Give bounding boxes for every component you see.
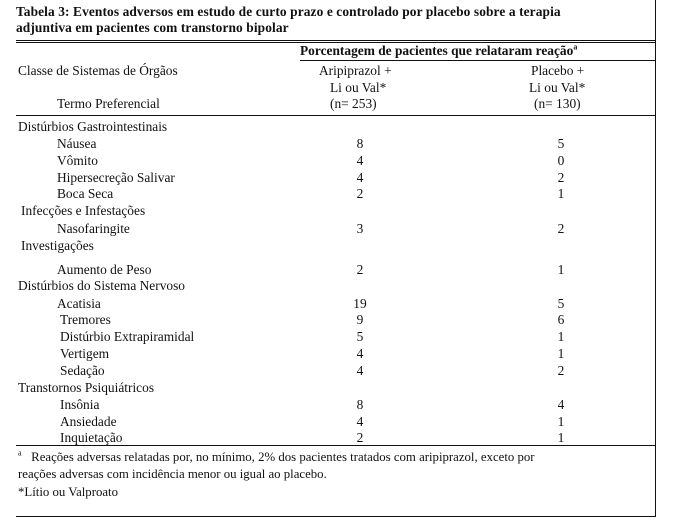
- placebo-value: 2: [557, 221, 565, 236]
- term-label: Tremores: [60, 312, 111, 327]
- term-label: Ansiedade: [60, 414, 117, 429]
- term-label: Nasofaringite: [57, 221, 130, 236]
- aripiprazol-value: 19: [353, 296, 367, 311]
- row-header-term: Termo Preferencial: [57, 96, 160, 111]
- organ-class-label: Distúrbios do Sistema Nervoso: [18, 278, 186, 293]
- col-placebo-n: (n= 130): [534, 96, 581, 111]
- placebo-value: 6: [557, 312, 565, 327]
- term-label: Aumento de Peso: [57, 262, 152, 277]
- aripiprazol-value: 4: [356, 414, 364, 429]
- column-group-header: Porcentagem de pacientes que relataram reação$^a$: [300, 42, 578, 58]
- table-title-line-1: Tabela 3: Eventos adversos em estudo de curto prazo e controlado por placebo sobre a terapia: [16, 4, 561, 19]
- placebo-value: 2: [557, 363, 565, 378]
- table-title-line-2: adjuntiva em pacientes com transtorno bipolar: [16, 20, 289, 35]
- term-label: Náusea: [57, 136, 97, 151]
- footnote-star: *Lítio ou Valproato: [18, 485, 118, 499]
- aripiprazol-value: 2: [356, 186, 364, 201]
- col-placebo-header-1: Placebo +: [531, 63, 585, 78]
- aripiprazol-value: 2: [356, 430, 364, 445]
- body-bottom-rule: [16, 445, 656, 446]
- placebo-value: 1: [557, 262, 565, 277]
- aripiprazol-value: 4: [356, 170, 364, 185]
- organ-class-label: Transtornos Psiquiátricos: [18, 380, 155, 395]
- group-header-rule: [300, 60, 656, 61]
- term-label: Vômito: [57, 153, 98, 168]
- col-aripiprazol-header-2: Li ou Val*: [330, 80, 387, 95]
- aripiprazol-value: 9: [356, 312, 364, 327]
- footnote-a-marker: a: [573, 42, 578, 52]
- placebo-value: 5: [557, 136, 565, 151]
- aripiprazol-value: 4: [356, 363, 364, 378]
- term-label: Vertigem: [60, 346, 110, 361]
- placebo-value: 1: [557, 414, 565, 429]
- placebo-value: 1: [557, 346, 565, 361]
- col-placebo-header-2: Li ou Val*: [529, 80, 586, 95]
- col-aripiprazol-n: (n= 253): [330, 96, 377, 111]
- aripiprazol-value: 4: [356, 346, 364, 361]
- term-label: Hipersecreção Salivar: [57, 170, 175, 185]
- placebo-value: 1: [557, 430, 565, 445]
- footnote-a-line-1: Reações adversas relatadas por, no mínimo, 2% dos pacientes tratados com aripiprazol, exceto por: [31, 450, 535, 464]
- header-bottom-rule: [16, 115, 656, 116]
- aripiprazol-value: 5: [356, 329, 364, 344]
- term-label: Distúrbio Extrapiramidal: [60, 329, 195, 344]
- term-label: Inquietação: [60, 430, 123, 445]
- row-header-class: Classe de Sistemas de Órgãos: [18, 63, 178, 78]
- aripiprazol-value: 8: [356, 136, 364, 151]
- organ-class-label: Investigações: [21, 238, 94, 253]
- placebo-value: 2: [557, 170, 565, 185]
- top-rule: [16, 40, 656, 41]
- aripiprazol-value: 4: [356, 153, 364, 168]
- term-label: Insônia: [60, 397, 100, 412]
- placebo-value: 1: [557, 329, 565, 344]
- aripiprazol-value: 2: [356, 262, 364, 277]
- placebo-value: 0: [557, 153, 565, 168]
- placebo-value: 5: [557, 296, 565, 311]
- term-label: Boca Seca: [57, 186, 114, 201]
- footnote-a: [18, 450, 535, 465]
- aripiprazol-value: 3: [356, 221, 364, 236]
- organ-class-label: Infecções e Infestações: [21, 203, 146, 218]
- right-edge-rule: [655, 0, 656, 516]
- placebo-value: 1: [557, 186, 565, 201]
- organ-class-label: Distúrbios Gastrointestinais: [18, 119, 168, 134]
- footnote-a-sup: a: [18, 448, 22, 458]
- footnote-a-line-2: reações adversas com incidência menor ou igual ao placebo.: [18, 467, 327, 481]
- term-label: Acatisia: [57, 296, 101, 311]
- placebo-value: 4: [557, 397, 565, 412]
- col-aripiprazol-header-1: Aripiprazol +: [319, 63, 392, 78]
- term-label: Sedação: [60, 363, 105, 378]
- aripiprazol-value: 8: [356, 397, 364, 412]
- bottom-rule: [16, 516, 656, 517]
